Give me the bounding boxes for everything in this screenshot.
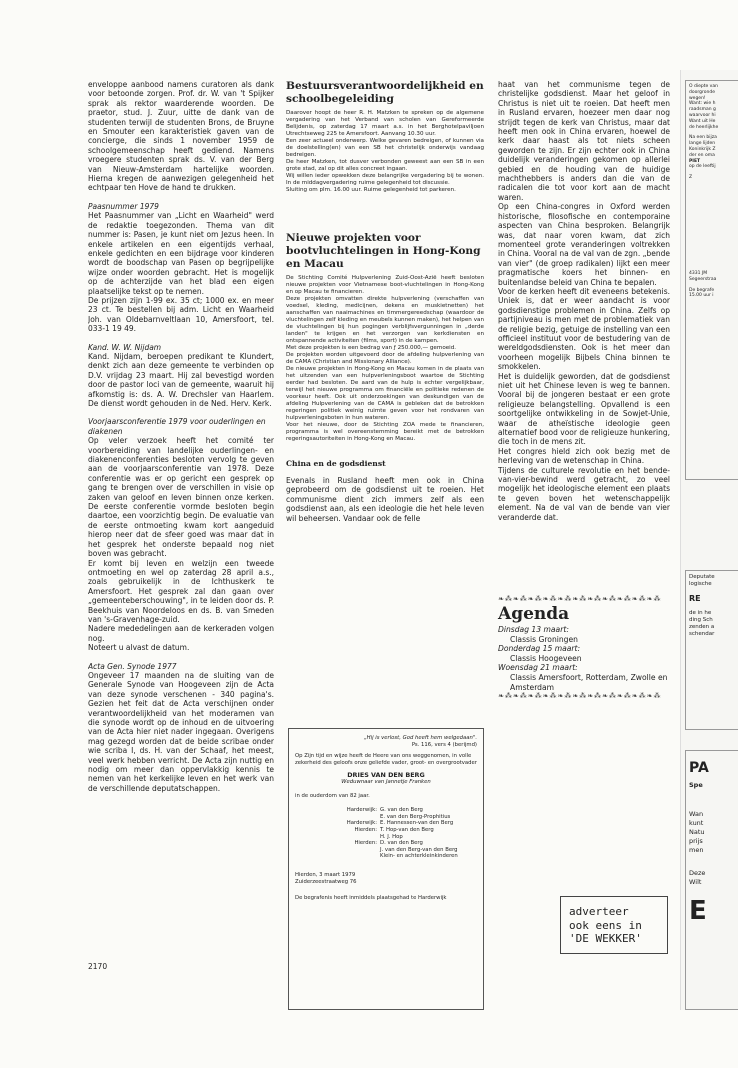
edge-line: De begrafe <box>689 287 715 293</box>
edge-ad <box>685 750 738 1010</box>
agenda-box <box>498 595 670 745</box>
edge-line: de in he <box>689 610 712 617</box>
paragraph: Het congres hield zich ook bezig met de herleving van de wetenschap in China. <box>498 446 670 466</box>
heading-bestuur: Bestuursverantwoordelijkheid en schoolbegeleiding <box>286 80 484 105</box>
relative-name: E. Hannessen-van den Berg <box>380 820 454 827</box>
paragraph: De nieuwe projekten in Hong-Kong en Macau komen in de plaats van het uitzenden van een hulpverleningsboot waartoe de Stichting eerder had besloten. De aard van de hulp is echter vergelijkbaar, terwijl het nieuwe programma om financiële en politieke redenen de voorkeur heeft. Ook uit onderzoekingen van deskundigen van de afdeling Hulpverlening van de CAMA is gebleken dat de betrokken regeringen politiek weinig ruimte geven voor het rondvaren van hulpverleningsboten in hun wateren. <box>286 366 484 421</box>
notice-quote-ref: Ps. 116, vers 4 (berijmd) <box>411 741 477 748</box>
notice-quote: „Hij is verlost, God heeft hem welgedaan". <box>363 735 477 741</box>
edge-line: logische <box>689 580 712 587</box>
column-middle <box>286 80 484 720</box>
edge-notice-1 <box>685 80 738 480</box>
relative-name: D. van den Berg <box>380 840 423 847</box>
edge-sub: Spe <box>689 781 703 789</box>
relative-city: Harderwijk: <box>346 820 377 827</box>
notice-sign-place: Hierden, 3 maart 1979 <box>295 871 356 878</box>
edge-line: Want: wie h <box>689 101 716 107</box>
column-right <box>498 80 670 600</box>
edge-line: doorgronde <box>689 89 715 95</box>
relative-name: Klein- en achterkleinkinderen <box>380 853 458 860</box>
edge-line: 15.00 uur i <box>689 293 714 299</box>
agenda-event: Classis Hoogeveen <box>510 653 582 663</box>
paragraph: Kand. Nijdam, beroepen predikant te Klundert, denkt zich aan deze gemeente te verbinden op D.V. vrijdag 23 maart. Hij zal bevestigd worden door de pastor loci van de gemeente, waaruit hij afkomstig is: ds. A. W. Drechsler van Haarlem. De dienst wordt gehouden in de Ned. Herv. Kerk. <box>88 351 274 408</box>
edge-line: raadsman g <box>689 107 716 113</box>
article-china-start: Evenals in Rusland heeft men ook in China geprobeerd om de godsdienst uit te roeien. Het communisme dient zich immers zelf als een godsdienst aan, als een ideologie die het hele leven wil beheersen. Vandaar ook de felle <box>286 476 484 523</box>
edge-notice-2 <box>685 570 738 730</box>
page-number: 2170 <box>88 962 108 971</box>
edge-line: O diepte van <box>689 84 718 89</box>
edge-line: lange lijden <box>689 141 716 147</box>
ad-line-3: 'DE WEKKER' <box>569 932 642 945</box>
ad-line-1: adverteer <box>569 905 629 918</box>
edge-line: kunt <box>689 819 704 827</box>
notice-intro: Op Zijn tijd en wijze heeft de Heere van ons weggenomen, in volle zekerheid des geloofs onze geliefde vader, groot- en overgrootvader <box>295 753 477 766</box>
paragraph: Op een China-congres in Oxford werden historische, filosofische en contemporaine aspecten van China besproken. Belangrijk was, dat naar voren kwam, dat zich momenteel grote veranderingen voltrekken in China. Vooral na de val van de zgn. „bende van vier" (de groep radikalen) lijkt een meer pragmatische koers het binnen- en buitenlandse beleid van China te bepalen. <box>498 202 670 287</box>
paragraph: De prijzen zijn 1-99 ex. 35 ct; 1000 ex. en meer 23 ct. Te bestellen bij adm. Licht en Waarheid Joh. van Oldebarnveltlaan 10, Amersfoort, tel. 033-1 19 49. <box>88 295 274 334</box>
edge-line: Deze <box>689 869 706 877</box>
edge-line: men <box>689 846 704 854</box>
section-title: Voorjaarsconferentie 1979 voor ouderlingen en diakenen <box>88 417 266 436</box>
relative-city: Hierden: <box>354 826 377 833</box>
edge-line: op de leeftij <box>689 164 716 170</box>
edge-bold-2: RE <box>689 593 701 603</box>
edge-line: Want uit He <box>689 118 716 124</box>
paragraph: Het is duidelijk geworden, dat de godsdienst niet uit het Chinese leven is weg te bannen. Vooral bij de jongeren bestaat er een grote religieuze belangstelling. Opvallend is een soortgelijke ontwikkeling in de Sowjet-Unie, waar de atheïstische ideologie geen alternatief bood voor de religieuze hunkering, die toch in de mens zit. <box>498 371 670 447</box>
article-bestuur <box>286 110 484 194</box>
ad-line-2: ook eens in <box>569 918 642 932</box>
relative-name: T. Hop-van den Berg <box>380 826 434 833</box>
edge-line: Natu <box>689 828 705 836</box>
edge-line: wegen! <box>689 95 706 101</box>
edge-line: waarvoor hi <box>689 112 716 118</box>
edge-line: der en oma <box>689 152 715 158</box>
paragraph: Met deze projekten is een bedrag van ƒ 250.000,— gemoeid. <box>286 345 457 351</box>
edge-line: zenden a <box>689 623 715 630</box>
edge-line: prijs <box>689 837 703 845</box>
edge-big-title: PA <box>689 760 709 776</box>
relative-city: Hierden: <box>354 840 377 847</box>
agenda-list <box>498 625 670 692</box>
edge-line: Na een bijza <box>689 135 717 141</box>
next-page-edge <box>680 70 738 1010</box>
article-projekten <box>286 275 484 443</box>
edge-line: schendar <box>689 630 715 637</box>
paragraph: Wij willen ieder opwekken deze belangrijke vergadering bij te wonen. In de middagvergadering ruime gelegenheid tot discussie. <box>286 173 484 186</box>
edge-line: ding Sch <box>689 617 713 624</box>
agenda-event: Classis Groningen <box>510 634 578 644</box>
relative-names <box>380 820 477 827</box>
paragraph: enveloppe aanbood namens curatoren als dank voor betoonde zorgen. Prof. dr. W. van 't Spijker sprak als rektor waarderende woorden. De praetor, stud. J. Zuur, uitte de dank van de studenten terwijl de studenten Brons, de Bruyne en Smouter een karakteristiek gaven van de concierge, die sinds 1 november 1959 de schoolgemeenschap heeft gediend. Namens vroegere studenten sprak ds. V. van der Berg van Nieuw-Amsterdam hartelijke woorden. Hierna kregen de aanwezigen gelegenheid het echtpaar ten Hove de hand te drukken. <box>88 80 274 193</box>
edge-line: Wilt <box>689 878 702 886</box>
paragraph: Voor het nieuwe, door de Stichting ZOA mede te financieren, programma is wel overeenstemming bereikt met de betrokken regeringsautoriteiten in Hong-Kong en Macau. <box>286 422 484 442</box>
ornament-bottom: ❧⁂❧⁂❧⁂❧⁂❧⁂❧⁂❧⁂❧⁂❧⁂❧⁂❧⁂ <box>498 692 662 701</box>
agenda-event: Classis Amersfoort, Rotterdam, Zwolle en Amsterdam <box>510 672 668 692</box>
agenda-day: Woensdag 21 maart: <box>498 663 578 673</box>
notice-burial: De begrafenis heeft inmiddels plaatsgehad te Harderwijk <box>295 895 447 902</box>
paragraph: De projekten worden uitgevoerd door de afdeling hulpverlening van de CAMA (Christian and Missionary Alliance). <box>286 352 484 365</box>
notice-widow: Weduwnaar van Jannetje Franken <box>341 778 431 785</box>
notice-sign-address: Zuiderzeestraatweg 76 <box>295 878 357 885</box>
relative-name: E. van den Berg-Prophitius <box>380 813 451 820</box>
agenda-day: Donderdag 15 maart: <box>498 644 581 654</box>
notice-name: DRIES VAN DEN BERG <box>347 771 425 780</box>
relative-names <box>380 827 477 840</box>
edge-line: Deputate <box>689 574 715 580</box>
notice-age: in de ouderdom van 82 jaar. <box>295 792 370 799</box>
edge-line: Koninkrijk Z <box>689 146 716 152</box>
death-notice <box>288 728 484 1010</box>
section-title: Acta Gen. Synode 1977 <box>88 661 177 671</box>
agenda-day: Dinsdag 13 maart: <box>498 625 569 634</box>
paragraph: Een zeer actueel onderwerp. Welke gevaren bedreigen, of kunnen via de doelstelling(en) van een SB het christelijk onderwijs vandaag bedreigen. <box>286 138 484 158</box>
paragraph: De heer Matzken, tot dusver verbonden geweest aan een SB in een grote stad, zal op dit alles concreet ingaan. <box>286 159 484 172</box>
heading-china: China en de godsdienst <box>286 459 386 468</box>
paragraph: Noteert u alvast de datum. <box>88 643 190 653</box>
relative-name: J. van den Berg-van den Berg <box>380 846 458 853</box>
edge-line: Wan <box>689 810 704 818</box>
section-title: Kand. W. W. Nijdam <box>88 342 162 352</box>
paragraph: Daarover hoopt de heer R. H. Matzken te spreken op de algemene vergadering van het Verband van scholen van Gereformeerde Belijdenis, op zaterdag 17 maart a.s. in het Berghotelpaviljoen Utrechtseweg 225 te Amersfoort. Aanvang 10.30 uur. <box>286 110 484 137</box>
relative-city: Harderwijk: <box>346 807 377 814</box>
paragraph: Deze projekten omvatten direkte hulpverlening (verschaffen van voedsel, kleding, medicijnen, dekens en muskietnetten) het aanschaffen van naaimachines en timmergereedschap (waardoor de vluchtelingen zelf kleding en meubels kunnen maken), het helpen van de vluchtelingen bij hun pogingen verblijfsvergunningen in „derde landen" te krijgen en het verzorgen van kerkdiensten en ontspannende activiteiten (films, sport) in de kampen. <box>286 296 484 344</box>
paragraph: Voor de kerken heeft dit eveneens betekenis. Uniek is, dat er weer aandacht is voor godsdienstige problemen in China. Zelfs op partijniveau is men met de problematiek van de religie bezig, getuige de instelling van een officieel instituut voor de bestudering van de wereldgodsdiensten. Ook is het meer dan voorheen mogelijk Bijbels China binnen te smokkelen. <box>498 286 670 372</box>
notice-relatives <box>295 807 477 860</box>
paragraph: haat van het communisme tegen de christelijke godsdienst. Maar het geloof in Christus is niet uit te roeien. Dat heeft men in Rusland ervaren, hoezeer men daar nog strijdt tegen de kerk van Christus, maar dat heeft men ook in China ervaren, hoewel de kerk daar haast als tot niets scheen geworden te zijn. Er zijn echter ook in China duidelijk veranderingen gekomen op allerlei gebied en de houding van de huidige machthebbers is anders dan die van de radicalen die tot voor kort aan de macht waren. <box>498 80 670 202</box>
column-left <box>88 80 274 960</box>
edge-big-letter: E <box>689 896 707 926</box>
section-title: Paasnummer 1979 <box>88 201 159 211</box>
paragraph: Ongeveer 17 maanden na de sluiting van de Generale Synode van Hoogeveen zijn de Acta van deze synode verschenen - 340 pagina's. Gezien het feit dat de Acta verschijnen onder verantwoordelijkheid van het moderamen van die synode wordt op de inhoud en de uitvoering van de Acta hier niet nader ingegaan. Overigens mag gezegd worden dat de beide scribae onder wie scriba I, ds. H. van der Schaaf, het meest, veel werk hebben verricht. De Acta zijn nuttig en nodig om meer dan oppervlakkig kennis te nemen van het kerkelijke leven en het werk van de verschillende deputatschappen. <box>88 670 274 793</box>
edge-line: Z <box>689 175 693 181</box>
edge-bold-1: PIET <box>689 158 701 164</box>
paragraph: Sluiting om plm. 16.00 uur. Ruime gelegenheid tot parkeren. <box>286 187 456 193</box>
edge-line: de heerlijkhe <box>689 124 719 130</box>
relative-names <box>380 840 477 860</box>
heading-projekten: Nieuwe projekten voor bootvluchtelingen in Hong-Kong en Macau <box>286 232 481 270</box>
edge-line: Segeerstraa <box>689 276 717 282</box>
advertisement-box <box>560 896 668 954</box>
edge-line: 4331 JM <box>689 270 708 276</box>
relative-name: H. J. Hop <box>380 833 403 840</box>
paragraph: Nadere mededelingen aan de kerkeraden volgen nog. <box>88 624 274 643</box>
paragraph: De Stichting Comité Hulpverlening Zuid-Oost-Azië heeft besloten nieuwe projekten voor Vietnamese boot-vluchtelingen in Hong-Kong en op Macau te financieren. <box>286 275 484 295</box>
agenda-title: Agenda <box>498 604 570 624</box>
paragraph: Tijdens de culturele revolutie en het bende-van-vier-bewind werd getracht, zo veel mogelijk het ideologische element een plaats te geven boven het wetenschappelijk element. Na de val van de bende van vier veranderde dat. <box>498 465 670 522</box>
paragraph: Het Paasnummer van „Licht en Waarheid" werd de redaktie toegezonden. Thema van dit nummer is: Pasen, je kunt niet om Jezus heen. In enkele artikelen en een eigentijds verhaal, enkele gedichten en een bijdrage voor kinderen wordt de boodschap van Pasen op begrijpelijke wijze onder woorden gebracht. Het is mogelijk op de achterzijde van het blad een eigen plaatselijke tekst op te nemen. <box>88 211 274 296</box>
relative-name: G. van den Berg <box>380 807 423 814</box>
paragraph: Er komt bij leven en welzijn een tweede ontmoeting en wel op zaterdag 28 april a.s., zoals gebruikelijk in de Ichthuskerk te Amersfoort. Het gesprek zal dan gaan over „gemeenteberschouwing", in te leiden door ds. P. Beekhuis van Noordeloos en ds. B. van Smeden van 's-Gravenhage-zuid. <box>88 558 274 624</box>
ornament-top: ❧⁂❧⁂❧⁂❧⁂❧⁂❧⁂❧⁂❧⁂❧⁂❧⁂❧⁂ <box>498 595 662 603</box>
paragraph: Op veler verzoek heeft het comité ter voorbereiding van landelijke ouderlingen- en diakenenconferenties besloten vervolg te geven aan de voorjaarsconferentie van 1978. Deze conferentie was er op gericht een gesprek op gang te brengen over de verschillen in visie op zaken van geloof en leven binnen onze kerken. De eerste conferentie vormde besloten begin daartoe, een voorzichtig begin. De evaluatie van de eerste ontmoeting kwam kort aangeduid hierop neer dat de sfeer goed was maar dat in het gesprek het onderste bepaald nog niet boven was gebracht. <box>88 436 274 559</box>
relative-names <box>380 807 477 820</box>
